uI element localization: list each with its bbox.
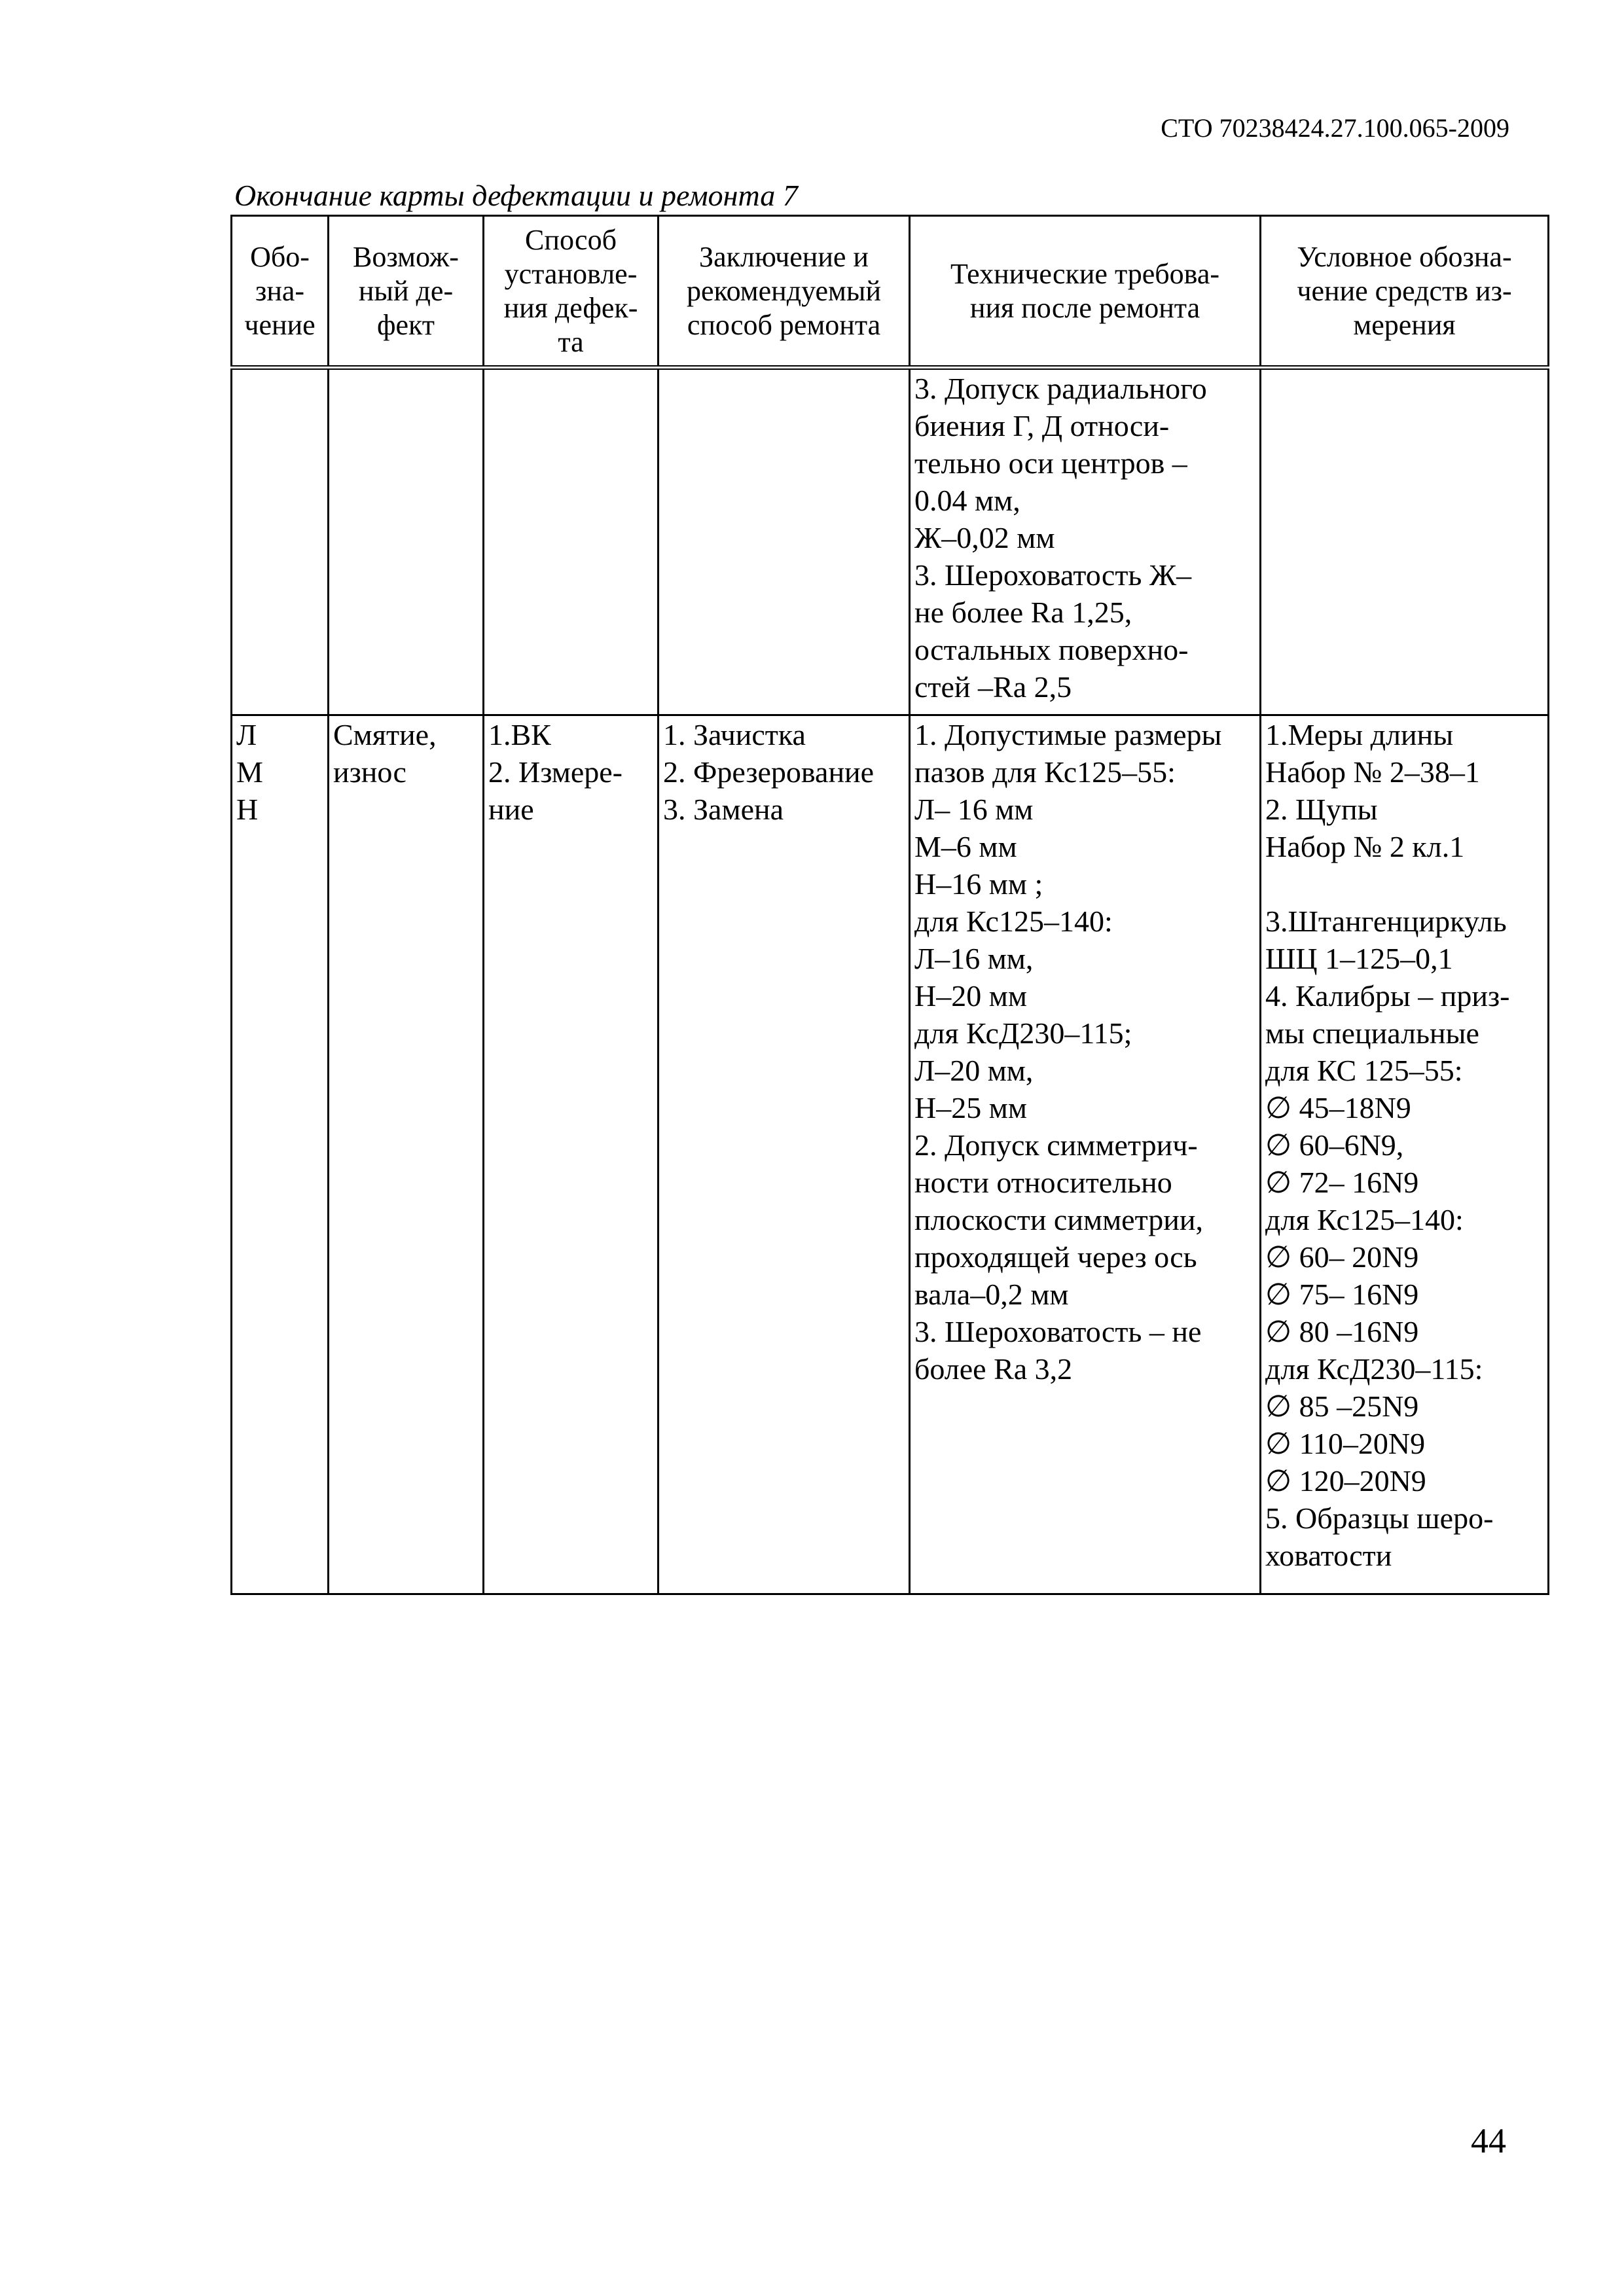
cell-technical-requirements: 3. Допуск радиального биения Г, Д относи- тельно оси центров – 0.04 мм, Ж–0,02 мм 3. Шероховатость Ж– не более Ra 1,25, остальных поверхно- стей –Ra 2,5 [910,368,1261,715]
column-header-detection-method: Способ установле- ния дефек- та [484,216,659,368]
column-header-defect: Возмож- ный де- фект [329,216,484,368]
page-number: 44 [1471,2121,1506,2161]
cell-defect: Смятие, износ [329,715,484,1594]
cell-detection-method [484,368,659,715]
table-row [232,715,1549,1594]
column-header-technical-requirements: Технические требова- ния после ремонта [910,216,1261,368]
cell-measurement-tools [1261,368,1549,715]
document-code: СТО 70238424.27.100.065-2009 [1161,113,1509,143]
defect-repair-table [230,215,1549,1595]
cell-detection-method: 1.ВК 2. Измере- ние [484,715,659,1594]
table-header-row [232,216,1549,368]
cell-defect [329,368,484,715]
cell-designation: Л М Н [232,715,329,1594]
cell-measurement-tools: 1.Меры длины Набор № 2–38–1 2. Щупы Набор № 2 кл.1 3.Штангенциркуль ШЦ 1–125–0,1 4. Калибры – приз- мы специальные для КС 125–55: ∅ 45–18N9 ∅ 60–6N9, ∅ 72– 16N9 для Кс125–140: ∅ 60– 20N9 ∅ 75– 16N9 ∅ 80 –16N9 для КсД230–115: ∅ 85 –25N9 ∅ 110–20N9 ∅ 120–20N9 5. Образцы шеро- ховатости [1261,715,1549,1594]
column-header-designation: Обо- зна- чение [232,216,329,368]
table-row [232,368,1549,715]
column-header-repair-method: Заключение и рекомендуемый способ ремонта [659,216,910,368]
cell-technical-requirements: 1. Допустимые размеры пазов для Кс125–55: Л– 16 мм М–6 мм Н–16 мм ; для Кс125–140: Л–16 мм, Н–20 мм для КсД230–115; Л–20 мм, Н–25 мм 2. Допуск симметрич- ности относительно плоскости симметрии, проходящей через ось вала–0,2 мм 3. Шероховатость – не более Ra 3,2 [910,715,1261,1594]
cell-designation [232,368,329,715]
column-header-measurement-tools: Условное обозна- чение средств из- мерения [1261,216,1549,368]
cell-repair-method [659,368,910,715]
table-caption: Окончание карты дефектации и ремонта 7 [234,179,798,212]
cell-repair-method: 1. Зачистка 2. Фрезерование 3. Замена [659,715,910,1594]
